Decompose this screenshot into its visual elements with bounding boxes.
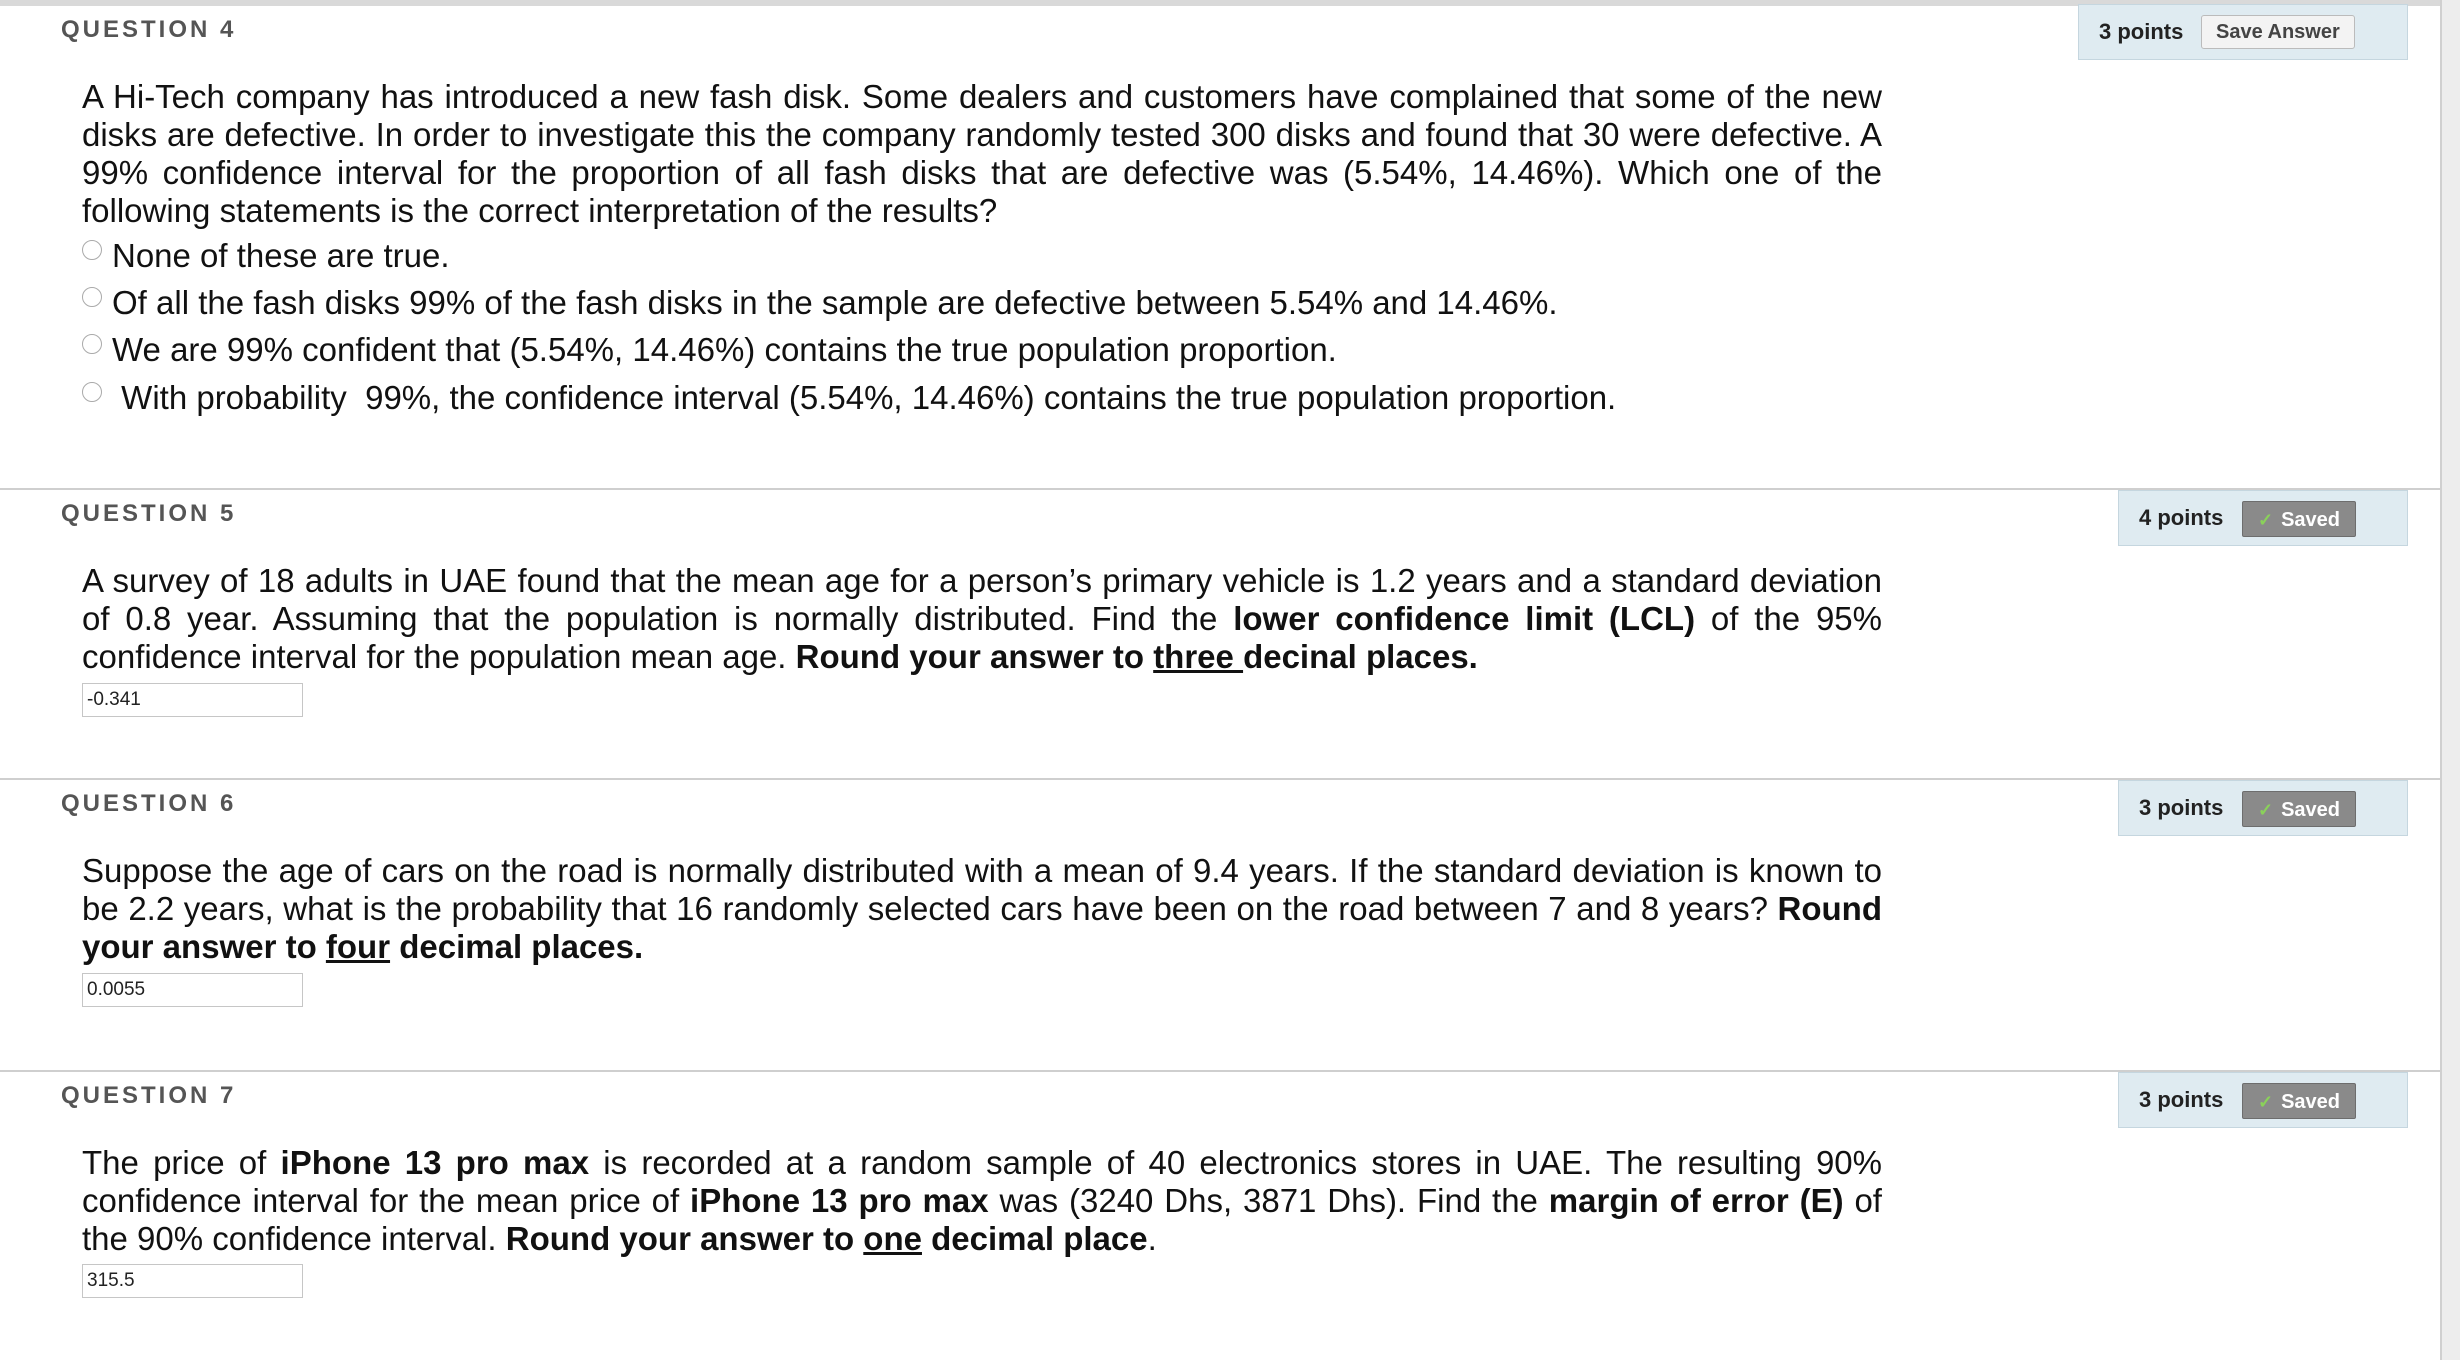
text-segment: was (3240 Dhs, 3871 Dhs). Find the (988, 1182, 1549, 1219)
question-header: QUESTION 7 (61, 1082, 237, 1109)
question-text: A Hi-Tech company has introduced a new fash disk. Some dealers and customers have complained that some of the new disks are defective. In order to investigate this the company randomly tested 300 disks and found that 30 were defective. A 99% confidence interval for the proportion of all fash disks that are defective was (5.54%, 14.46%). Which one of the following statements is the correct interpretation of the results? (82, 78, 1882, 229)
option-label: Of all the fash disks 99% of the fash disks in the sample are defective between 5.54% and 14.46%. (112, 284, 1558, 321)
text-segment-underline: one (863, 1220, 922, 1257)
radio-button[interactable] (82, 287, 102, 307)
page-scrollbar[interactable] (2440, 0, 2460, 1360)
saved-label: Saved (2281, 799, 2341, 821)
text-segment-bold: margin of error (E) (1548, 1182, 1844, 1219)
saved-button[interactable] (2242, 791, 2356, 827)
text-segment: Suppose the age of cars on the road is normally distributed with a mean of 9.4 years. If the standard deviation is known to be 2.2 years, what is the probability that 16 randomly selected cars have been on the road between 7 and 8 years? (82, 852, 1882, 927)
question-7 (0, 1072, 2440, 1360)
text-segment-underline: four (325, 928, 391, 965)
answer-option[interactable] (82, 378, 1616, 418)
answer-option[interactable] (82, 236, 450, 276)
points-panel (2078, 4, 2408, 60)
option-label: With probability 99%, the confidence interval (5.54%, 14.46%) contains the true population proportion. (112, 379, 1617, 416)
question-header: QUESTION 6 (61, 790, 237, 817)
answer-input[interactable] (82, 973, 303, 1007)
points-label: 3 points (2139, 795, 2224, 820)
text-segment: is recorded at a random sample of 40 electronics stores in UAE. The resulting 90% confidence interval for the mean price of (82, 1144, 1883, 1219)
text-segment-bold: decinal places. (1243, 638, 1478, 675)
text-segment-bold: iPhone 13 pro max (690, 1182, 989, 1219)
question-6 (0, 780, 2440, 1070)
question-text (82, 1144, 1882, 1258)
question-text (82, 562, 1882, 676)
saved-label: Saved (2281, 1091, 2341, 1113)
text-segment-bold: iPhone 13 pro max (280, 1144, 590, 1181)
text-segment: The price of (82, 1144, 281, 1181)
question-header: QUESTION 4 (61, 16, 237, 43)
points-panel (2118, 780, 2408, 836)
text-segment-bold: lower confidence limit (LCL) (1233, 600, 1696, 637)
text-segment-bold: decimal places. (390, 928, 644, 965)
text-segment: A survey of 18 adults in UAE found that the mean age for a person’s primary vehicle is 1.2 years and a standard deviation of 0.8 year. Assuming that the population is normally distributed. Find the (82, 562, 1882, 637)
text-segment: of the 95% confidence interval for the population mean age. (82, 600, 1882, 675)
points-label: 3 points (2139, 1087, 2224, 1112)
saved-label: Saved (2281, 509, 2341, 531)
save-answer-button[interactable]: Save Answer (2201, 15, 2355, 49)
option-label: None of these are true. (112, 237, 450, 274)
question-text (82, 852, 1882, 966)
answer-input[interactable] (82, 1264, 303, 1298)
saved-button[interactable] (2242, 501, 2356, 537)
checkmark-icon: ✓ (2257, 1092, 2274, 1112)
text-segment-bold: Round your answer to (795, 638, 1154, 675)
text-segment-bold: Round your answer to (505, 1220, 864, 1257)
answer-option[interactable] (82, 283, 1558, 323)
answer-input[interactable] (82, 683, 303, 717)
question-header: QUESTION 5 (61, 500, 237, 527)
points-label: 4 points (2139, 505, 2224, 530)
checkmark-icon: ✓ (2257, 800, 2274, 820)
question-5 (0, 490, 2440, 778)
text-segment-underline: three (1153, 638, 1244, 675)
text-segment: . (1147, 1220, 1157, 1257)
checkmark-icon: ✓ (2257, 510, 2274, 530)
radio-button[interactable] (82, 240, 102, 260)
text-segment: of the 90% confidence interval. (82, 1182, 1882, 1257)
question-4 (0, 0, 2440, 488)
points-panel (2118, 1072, 2408, 1128)
option-label: We are 99% confident that (5.54%, 14.46%) contains the true population proportion. (112, 331, 1337, 368)
radio-button[interactable] (82, 382, 102, 402)
answer-option[interactable] (82, 330, 1337, 370)
text-segment-bold: Round your answer to (82, 890, 1882, 965)
saved-button[interactable] (2242, 1083, 2356, 1119)
radio-button[interactable] (82, 334, 102, 354)
text-segment-bold: decimal place (921, 1220, 1148, 1257)
points-label: 3 points (2099, 19, 2184, 44)
points-panel (2118, 490, 2408, 546)
